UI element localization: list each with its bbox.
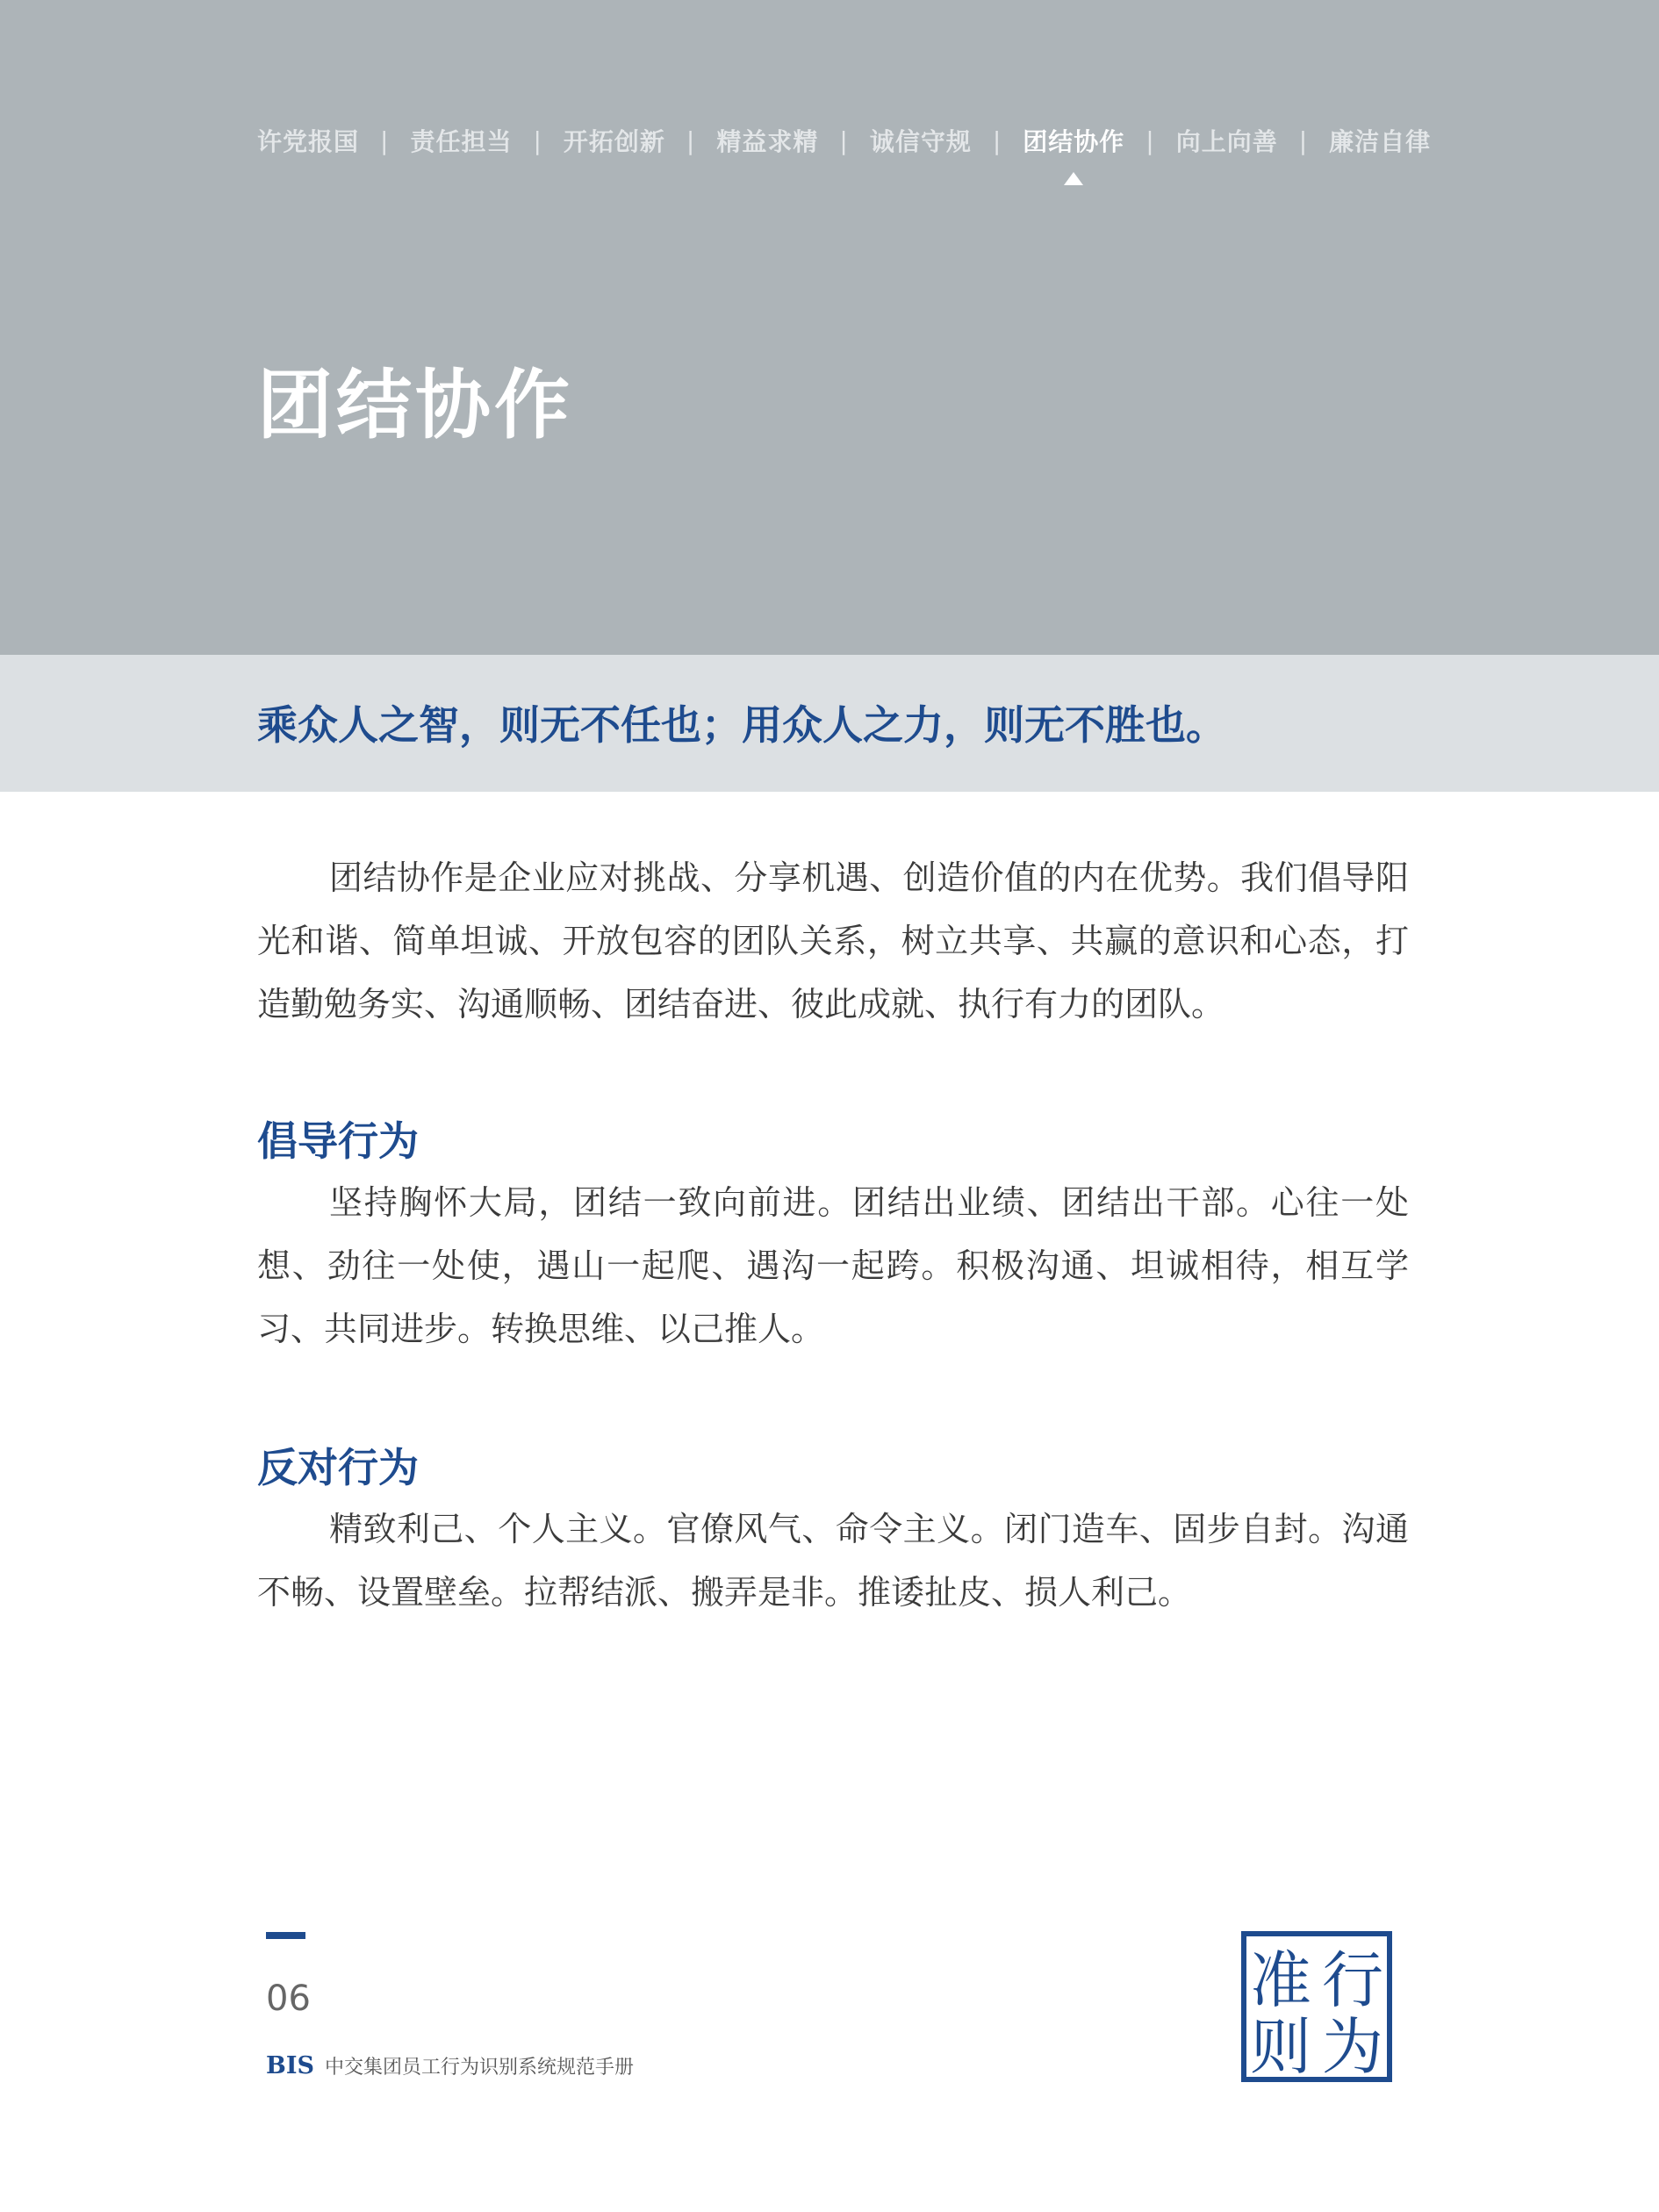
- value-nav: [257, 123, 1431, 158]
- opposed-paragraph: 精致利己、个人主义。官僚风气、命令主义。闭门造车、固步自封。沟通不畅、设置壁垒。拉帮结派、搬弄是非。推诿扯皮、损人利己。: [257, 1510, 1409, 1612]
- manual-title: 中交集团员工行为识别系统规范手册: [324, 2057, 634, 2079]
- seal-char: 则: [1250, 2011, 1311, 2082]
- nav-item-integrity[interactable]: 诚信守规: [869, 127, 972, 156]
- seal-char: 行: [1322, 1944, 1383, 2016]
- opposed-heading: 反对行为: [257, 1444, 419, 1491]
- nav-separator: |: [1298, 126, 1309, 155]
- seal-stamp-icon: [1241, 1931, 1392, 2082]
- seal-char: 准: [1250, 1944, 1311, 2016]
- nav-item-loyalty[interactable]: 许党报国: [257, 127, 360, 156]
- nav-separator: |: [380, 126, 390, 155]
- nav-item-responsibility[interactable]: 责任担当: [410, 127, 513, 156]
- nav-separator: |: [686, 126, 696, 155]
- nav-item-teamwork[interactable]: [1023, 123, 1124, 158]
- nav-separator: |: [992, 126, 1002, 155]
- nav-separator: |: [1146, 126, 1155, 155]
- page-number: 06: [266, 1979, 311, 2019]
- nav-separator: |: [839, 126, 849, 155]
- advocated-paragraph: 坚持胸怀大局，团结一致向前进。团结出业绩、团结出干部。心往一处想、劲往一处使，遇山一起爬、遇沟一起跨。积极沟通、坦诚相待，相互学习、共同进步。转换思维、以己推人。: [257, 1183, 1409, 1348]
- motto-band: [0, 655, 1659, 792]
- nav-item-excellence[interactable]: 精益求精: [716, 127, 819, 156]
- page-title: 团结协作: [257, 362, 573, 449]
- active-caret-icon: [1064, 172, 1083, 185]
- header-banner: [0, 0, 1659, 655]
- nav-separator: |: [533, 126, 542, 155]
- advocated-heading: 倡导行为: [257, 1117, 419, 1165]
- nav-item-label: 团结协作: [1023, 127, 1125, 156]
- footer: [266, 2052, 634, 2079]
- nav-item-kindness[interactable]: 向上向善: [1175, 127, 1278, 156]
- intro-paragraph: 团结协作是企业应对挑战、分享机遇、创造价值的内在优势。我们倡导阳光和谐、简单坦诚、开放包容的团队关系，树立共享、共赢的意识和心态，打造勤勉务实、沟通顺畅、团结奋进、彼此成就、执行有力的团队。: [257, 858, 1409, 1023]
- nav-item-honesty[interactable]: 廉洁自律: [1329, 127, 1432, 156]
- bis-logo: BIS: [266, 2052, 314, 2079]
- seal-char: 为: [1322, 2011, 1383, 2082]
- page-marker-bar: [266, 1932, 305, 1939]
- motto-quote: 乘众人之智，则无不任也；用众人之力，则无不胜也。: [257, 701, 1226, 749]
- nav-item-innovation[interactable]: 开拓创新: [563, 127, 665, 156]
